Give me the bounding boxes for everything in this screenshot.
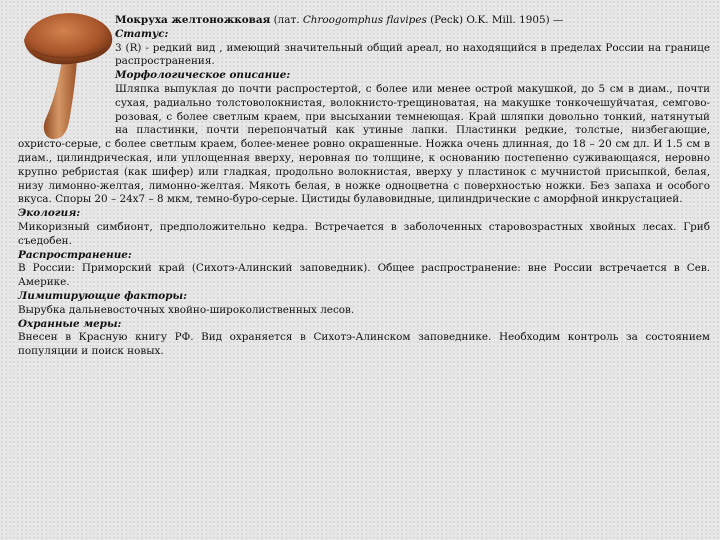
distribution-heading: Распространение: (18, 248, 132, 261)
limiting-factors-heading: Лимитирующие факторы: (18, 289, 187, 302)
latin-name: Chroogomphus flavipes (302, 14, 427, 26)
ecology-text: Микоризный симбионт, предположительно кедра. Встречается в заболоченных старовозрастных хвойных лесах. Гриб съедобен. (18, 220, 710, 247)
species-name: Мокруха желтоножковая (115, 14, 271, 26)
illustration-space (18, 14, 115, 138)
protection-text: Внесен в Красную книгу РФ. Вид охраняется в Сихотэ-Алинском заповеднике. Необходим контроль за состоянием популяции и поиск новых. (18, 331, 710, 358)
status-text: 3 (R) - редкий вид , имеющий значительный общий ареал, но находящийся в пределах России на границе распространения. (115, 41, 710, 68)
limiting-factors-text: Вырубка дальневосточных хвойно-широколиственных лесов. (18, 303, 355, 316)
ecology-heading: Экология: (18, 207, 81, 220)
latin-prefix: (лат. (270, 14, 303, 26)
protection-heading: Охранные меры: (18, 317, 122, 330)
morphology-text: Шляпка выпуклая до почти распростертой, с более или менее острой макушкой, до 5 см в диам., почти сухая, радиально толстоволокнистая, волокнисто-трещиноватая, на макушке тонкочешуйчатая, семгово-розовая, с более светлым краем, при высыхании темнеющая. Край шляпки довольно тонкий, натянутый на пластинки, почти перепончатый как утиные лапки. Пластинки редкие, толстые, низбегающие, охристо-серые, с более светлым краем, более-менее ровно окрашенные. Ножка очень длинная, до 18 – 20 см дл. И 1.5 см в диам., цилиндрическая, или уплощенная вверху, неровная по толщине, к основанию постепенно суживающаяся, неровно крупно ребристая (как шифер) или гладкая, продольно волокнистая, вверху у пластинок с мучнистой присыпкой, белая, низу лимонно-желтая, лимонно-желтая. Мякоть белая, в ножке одноцветна с поверхностью ножки. Без запаха и особого вкуса. Споры 20 – 24х7 – 8 мкм, темно-буро-серые. Цистиды булавовидные, цилиндрические с аморфной инкрустацией. (18, 82, 710, 206)
species-title (18, 14, 710, 28)
distribution-text: В России: Приморский край (Сихотэ-Алинский заповедник). Общее распространение: вне России встречается в Сев. Америке. (18, 262, 710, 289)
latin-authority: (Peck) O.K. Mill. 1905) — (426, 14, 564, 26)
morphology-heading: Морфологическое описание: (115, 69, 291, 82)
status-heading: Статус: (115, 27, 169, 40)
article-text (18, 14, 710, 359)
